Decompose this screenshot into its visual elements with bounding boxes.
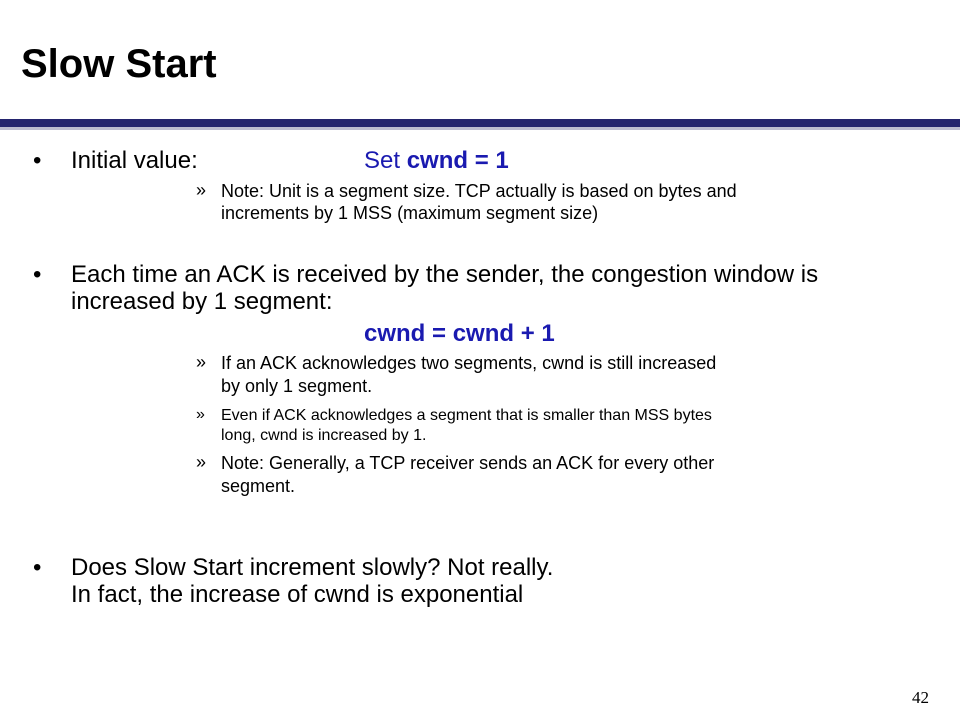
sub-bullet-marker: » bbox=[196, 452, 207, 472]
title-divider-shadow bbox=[0, 127, 960, 130]
bullet-dot: • bbox=[33, 261, 42, 288]
sub1-line-1: If an ACK acknowledges two segments, cwnd is still increased bbox=[221, 353, 717, 373]
sub3-line-2: segment. bbox=[221, 476, 296, 496]
initial-value-label: Initial value: bbox=[71, 147, 198, 174]
note-line-2: increments by 1 MSS (maximum segment size) bbox=[221, 203, 599, 223]
initial-value-bold: cwnd = 1 bbox=[406, 147, 509, 174]
bullet-dot: • bbox=[33, 554, 42, 581]
ack-line-2: increased by 1 segment: bbox=[71, 288, 333, 315]
sub2-line-1: Even if ACK acknowledges a segment that is smaller than MSS bytes bbox=[221, 407, 712, 424]
initial-value-setting bbox=[364, 147, 509, 174]
exponential-line-2: In fact, the increase of cwnd is exponential bbox=[71, 581, 524, 608]
title-divider bbox=[0, 119, 960, 127]
sub2-line-2: long, cwnd is increased by 1. bbox=[221, 427, 427, 444]
slide-title: Slow Start bbox=[21, 42, 217, 86]
cwnd-formula: cwnd = cwnd + 1 bbox=[364, 320, 555, 347]
ack-line-1: Each time an ACK is received by the sender, the congestion window is bbox=[71, 261, 819, 288]
note-line-1: Note: Unit is a segment size. TCP actually is based on bytes and bbox=[221, 181, 737, 201]
sub-bullet-marker: » bbox=[196, 180, 207, 200]
exponential-line-1: Does Slow Start increment slowly? Not really. bbox=[71, 554, 554, 581]
initial-value-prefix: Set bbox=[364, 147, 407, 174]
page-number: 42 bbox=[912, 688, 929, 707]
sub-bullet-marker: » bbox=[196, 406, 205, 423]
sub-bullet-marker: » bbox=[196, 352, 207, 372]
sub1-line-2: by only 1 segment. bbox=[221, 376, 373, 396]
sub3-line-1: Note: Generally, a TCP receiver sends an ACK for every other bbox=[221, 453, 715, 473]
bullet-dot: • bbox=[33, 147, 42, 174]
